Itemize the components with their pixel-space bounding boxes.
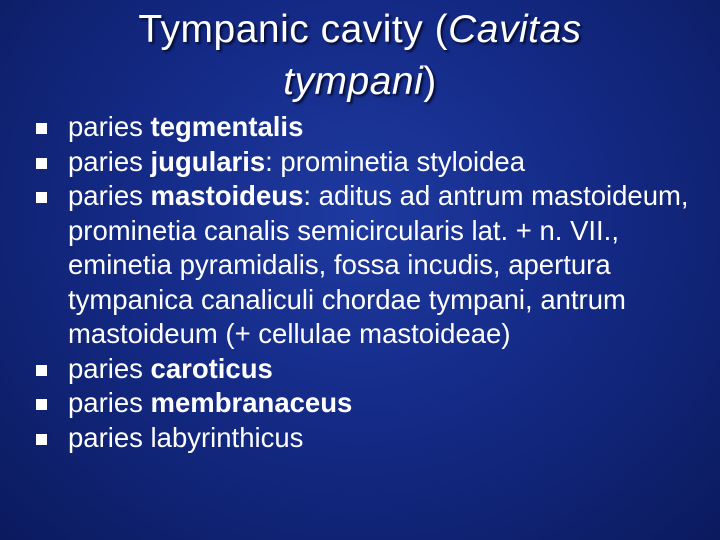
bullet-plain: paries — [68, 111, 151, 142]
bullet-item — [36, 352, 696, 387]
square-bullet-icon — [36, 434, 47, 445]
bullet-bold: mastoideus — [150, 180, 304, 211]
bullet-plain: paries labyrinthicus — [68, 421, 304, 453]
bullet-item — [36, 145, 696, 180]
bullet-plain: paries — [68, 180, 151, 211]
title-italic-1: Cavitas — [448, 8, 582, 51]
bullet-bold: tegmentalis — [150, 111, 304, 142]
bullet-item — [36, 386, 696, 421]
bullet-plain: paries — [68, 352, 151, 384]
title-italic-2: tympani — [283, 60, 424, 103]
bullet-item — [36, 110, 696, 145]
square-bullet-icon — [36, 123, 47, 134]
square-bullet-icon — [36, 158, 47, 169]
bullet-list — [36, 110, 696, 455]
bullet-rest: : aditus ad antrum mastoideum, prominetia canalis semicircularis lat. + n. VII., eminetia pyramidalis, fossa incudis, apertura tympanica canaliculi chordae tympani, antrum mastoideum (+ cellulae mastoideae) — [68, 180, 689, 349]
slide-title — [60, 4, 660, 108]
bullet-bold: jugularis — [150, 145, 266, 177]
bullet-item — [36, 421, 696, 456]
title-suffix: ) — [423, 60, 437, 103]
square-bullet-icon — [36, 192, 47, 203]
bullet-bold: caroticus — [150, 352, 273, 384]
title-prefix: Tympanic cavity ( — [138, 8, 449, 51]
bullet-item — [36, 179, 696, 352]
square-bullet-icon — [36, 399, 47, 410]
bullet-plain: paries — [68, 387, 151, 418]
square-bullet-icon — [36, 365, 47, 376]
bullet-plain: paries — [68, 145, 151, 177]
bullet-rest: : prominetia styloidea — [265, 145, 526, 177]
bullet-bold: membranaceus — [150, 387, 353, 418]
